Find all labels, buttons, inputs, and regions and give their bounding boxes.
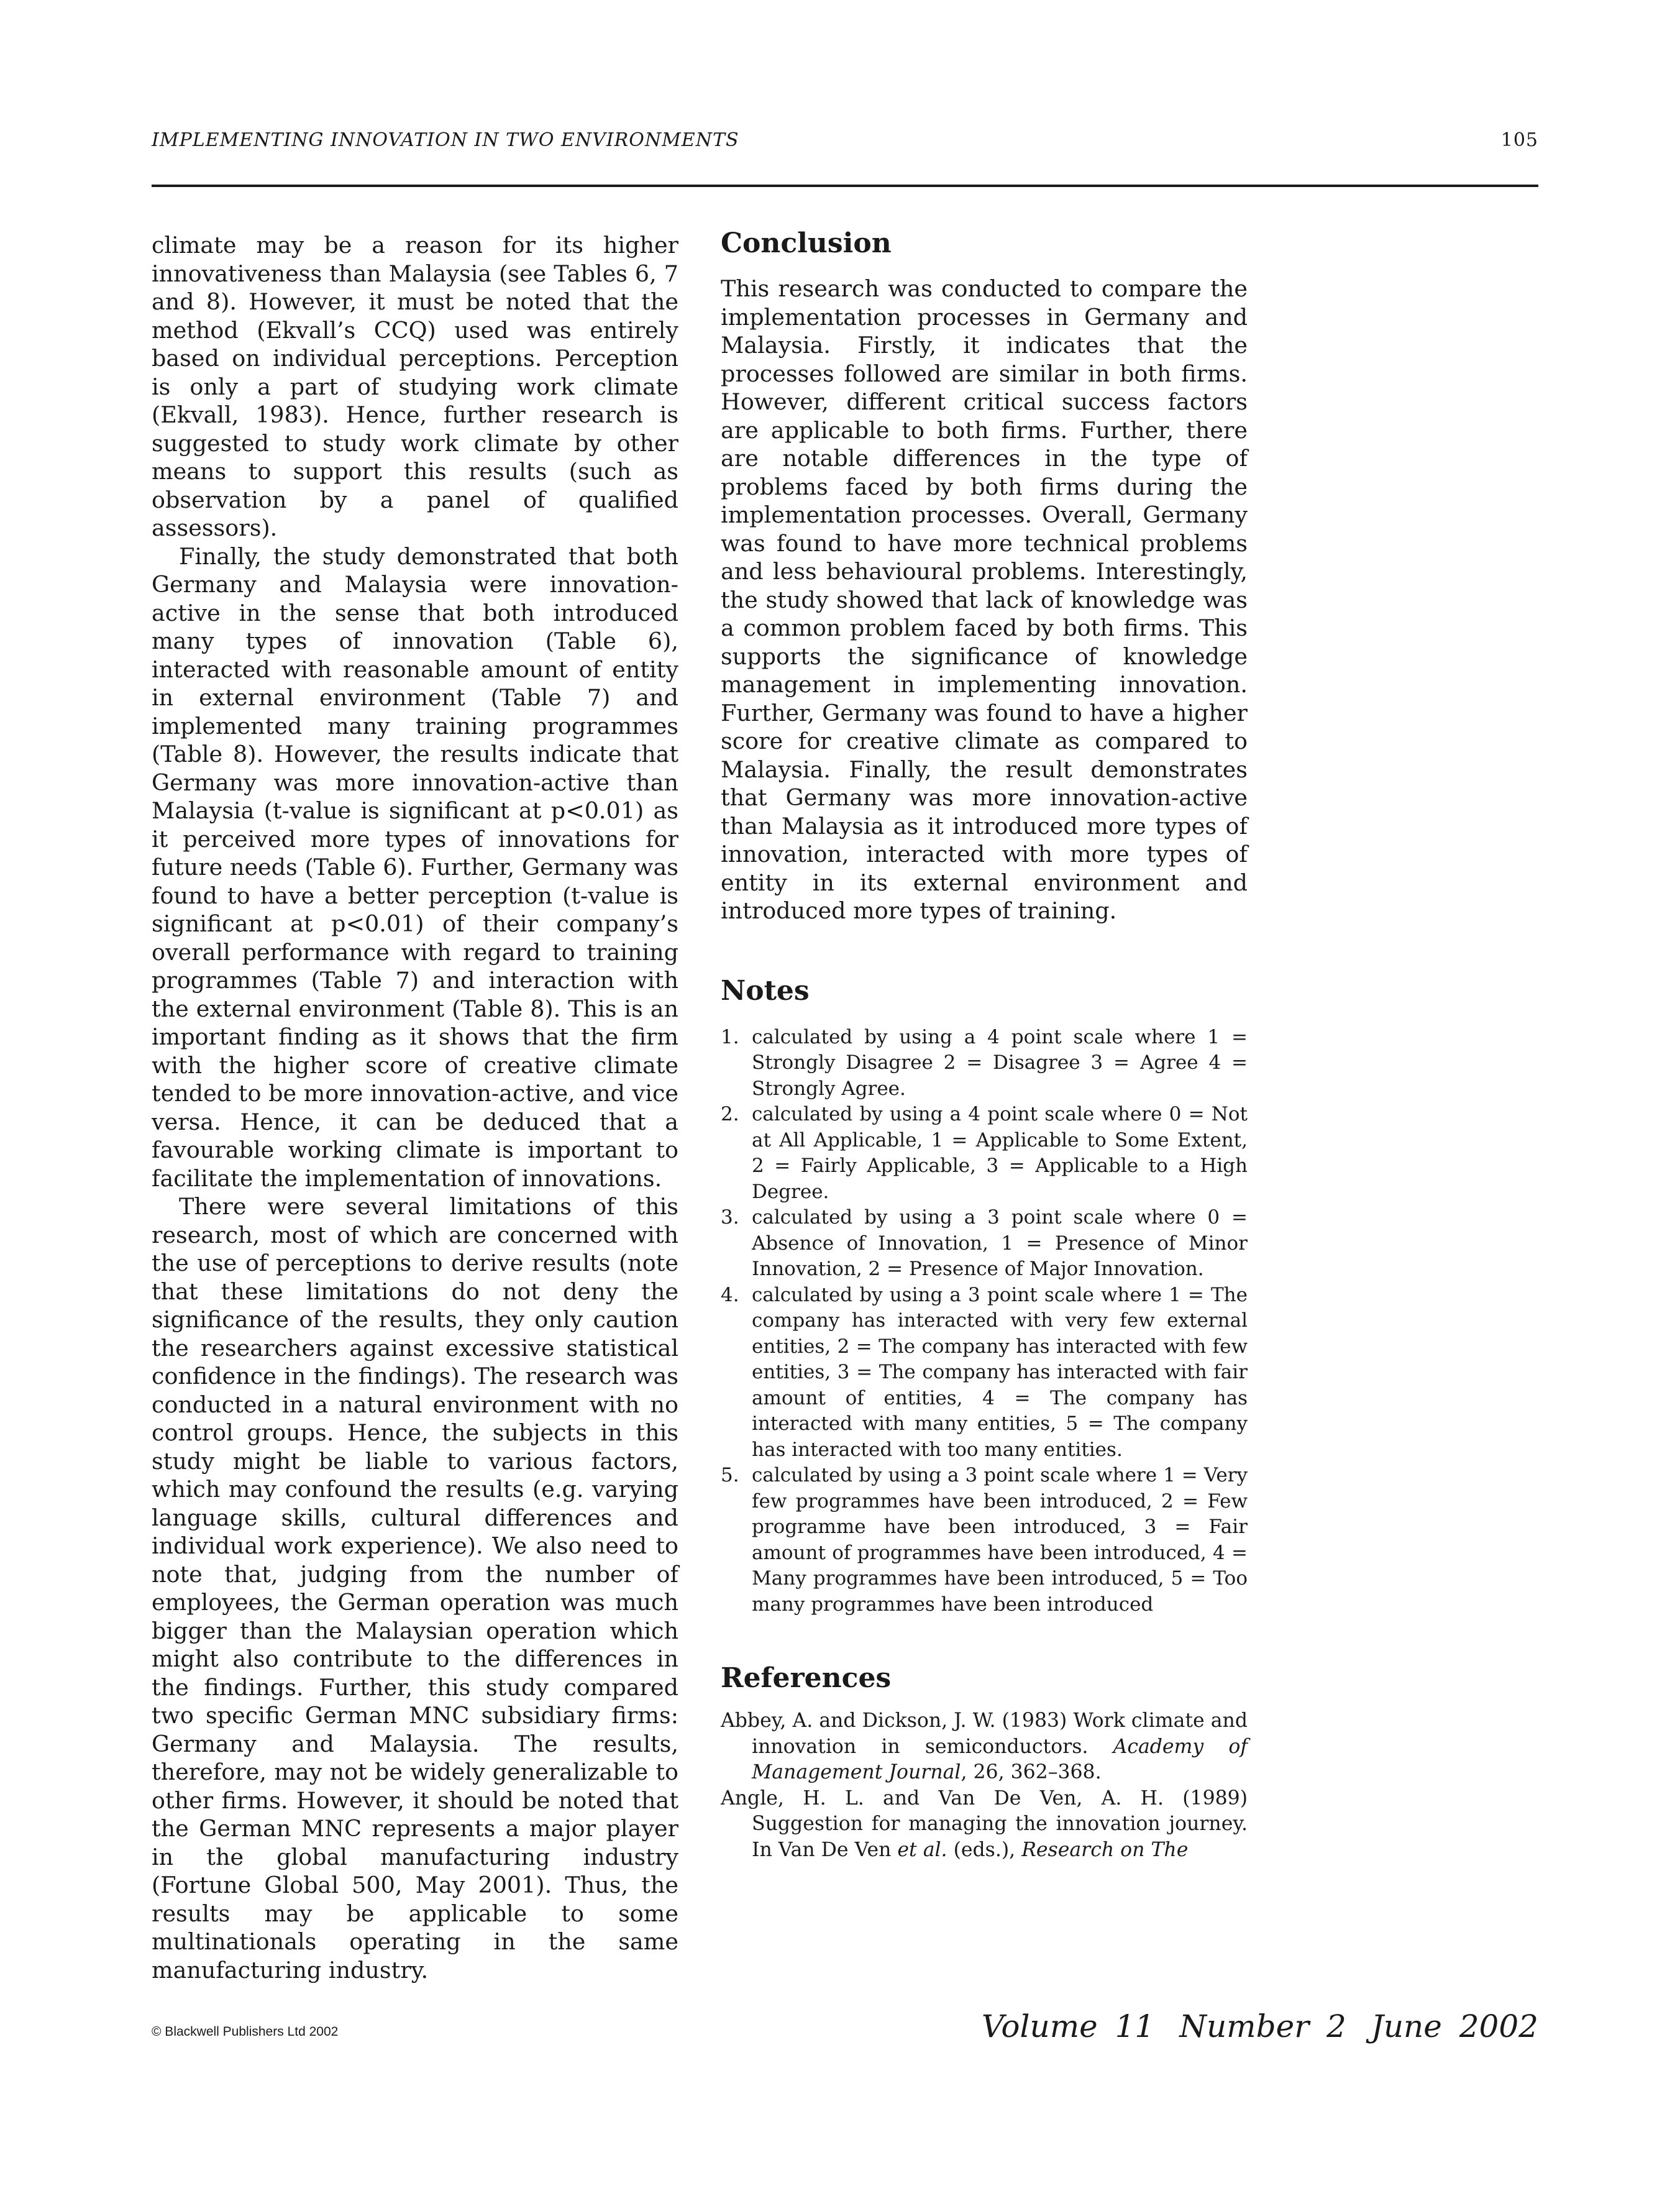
note-item bbox=[721, 1205, 1248, 1283]
notes-heading: Notes bbox=[721, 974, 810, 1007]
header-rule bbox=[152, 185, 1538, 187]
note-number: 4. bbox=[721, 1283, 739, 1306]
reference-mid: (eds.), bbox=[947, 1838, 1022, 1861]
issue-info bbox=[982, 2008, 1538, 2044]
number-label: Number 2 bbox=[1179, 2008, 1346, 2044]
reference-etal: et al. bbox=[897, 1838, 947, 1861]
date-label: June 2002 bbox=[1371, 2008, 1538, 2044]
page-number: 105 bbox=[1500, 129, 1538, 151]
reference-entry bbox=[721, 1708, 1248, 1786]
right-column bbox=[721, 227, 1248, 1863]
reference-entry bbox=[721, 1786, 1248, 1864]
reference-book: Research on The bbox=[1021, 1838, 1189, 1861]
left-column bbox=[152, 231, 678, 1984]
copyright-notice: © Blackwell Publishers Ltd 2002 bbox=[152, 2025, 339, 2039]
body-paragraph: There were several limitations of this research, most of which are concerned with the use of perceptions to derive results (note that these limitations do not deny the significance of the results, they only caution the researchers against excessive statistical confidence in the findings). The research was conducted in a natural environment with no control groups. Hence, the subjects in this study might be liable to various factors, which may confound the results (e.g. varying language skills, cultural differences and individual work experience). We also need to note that, judging from the number of employees, the German operation was much bigger than the Malaysian operation which might also contribute to the differences in the findings. Further, this study compared two specific German MNC subsidiary firms: Germany and Malaysia. The results, therefore, may not be widely generalizable to other firms. However, it should be noted that the German MNC represents a major player in the global manufacturing industry (Fortune Global 500, May 2001). Thus, the results may be applicable to some multinationals operating in the same manufacturing industry. bbox=[152, 1193, 678, 1984]
volume-label: Volume 11 bbox=[981, 2008, 1155, 2044]
note-number: 2. bbox=[721, 1103, 739, 1125]
body-paragraph: climate may be a reason for its higher innovativeness than Malaysia (see Tables 6, 7 and 8). However, it must be noted that the method (Ekvall’s CCQ) used was entirely based on individual perceptions. Perception is only a part of studying work climate (Ekvall, 1983). Hence, further research is suggested to study work climate by other means to support this results (such as observation by a panel of qualified assessors). bbox=[152, 232, 678, 541]
note-number: 3. bbox=[721, 1206, 739, 1229]
note-text: calculated by using a 4 point scale where 1 = Strongly Disagree 2 = Disagree 3 = Agree 4 = Strongly Agree. bbox=[752, 1025, 1248, 1100]
note-item bbox=[721, 1283, 1248, 1463]
note-number: 5. bbox=[721, 1464, 739, 1486]
note-text: calculated by using a 3 point scale where 1 = The company has interacted with very few external entities, 2 = The company has interacted with few entities, 3 = The company has interacted with fair amount of entities, 4 = The company has interacted with many entities, 5 = The company has interacted with too many entities. bbox=[752, 1283, 1248, 1461]
note-text: calculated by using a 3 point scale where 1 = Very few programmes have been introduced, 2 = Few programme have been introduced, 3 = Fair amount of programmes have been introduced, 4 = Many programmes have been introduced, 5 = Too many programmes have been introduced bbox=[752, 1464, 1248, 1616]
reference-tail: , 26, 362–368. bbox=[961, 1761, 1102, 1783]
note-item bbox=[721, 1025, 1248, 1102]
running-title: IMPLEMENTING INNOVATION IN TWO ENVIRONMENTS bbox=[152, 129, 739, 151]
references-heading: References bbox=[721, 1662, 892, 1694]
conclusion-heading: Conclusion bbox=[721, 227, 892, 259]
note-text: calculated by using a 3 point scale where 0 = Absence of Innovation, 1 = Presence of Minor Innovation, 2 = Presence of Major Innovation. bbox=[752, 1206, 1248, 1280]
note-number: 1. bbox=[721, 1025, 739, 1048]
conclusion-paragraph: This research was conducted to compare the implementation processes in Germany and Malaysia. Firstly, it indicates that the processes followed are similar in both firms. However, different critical success factors are applicable to both firms. Further, there are notable differences in the type of problems faced by both firms during the implementation processes. Overall, Germany was found to have more technical problems and less behavioural problems. Interestingly, the study showed that lack of knowledge was a common problem faced by both firms. This supports the significance of knowledge management in implementing innovation. Further, Germany was found to have a higher score for creative climate as compared to Malaysia. Finally, the result demonstrates that Germany was more innovation-active than Malaysia as it introduced more types of innovation, interacted with more types of entity in its external environment and introduced more types of training. bbox=[721, 275, 1248, 924]
body-paragraph: Finally, the study demonstrated that both Germany and Malaysia were innovation-active in the sense that both introduced many types of innovation (Table 6), interacted with reasonable amount of entity in external environment (Table 7) and implemented many training programmes (Table 8). However, the results indicate that Germany was more innovation-active than Malaysia (t-value is significant at p<0.01) as it perceived more types of innovations for future needs (Table 6). Further, Germany was found to have a better perception (t-value is significant at p<0.01) of their company’s overall performance with regard to training programmes (Table 7) and interaction with the external environment (Table 8). This is an important finding as it shows that the firm with the higher score of creative climate tended to be more innovation-active, and vice versa. Hence, it can be deduced that a favourable working climate is important to facilitate the implementation of innovations. bbox=[152, 542, 678, 1192]
notes-list bbox=[721, 1025, 1248, 1618]
reference-journal: Academy of Management Journal bbox=[752, 1735, 1248, 1783]
note-text: calculated by using a 4 point scale where 0 = Not at All Applicable, 1 = Applicable to Some Extent, 2 = Fairly Applicable, 3 = Applicable to a High Degree. bbox=[752, 1103, 1248, 1203]
reference-text: Abbey, A. and Dickson, J. W. (1983) Work climate and innovation in semiconductors. bbox=[721, 1709, 1248, 1758]
note-item bbox=[721, 1463, 1248, 1618]
note-item bbox=[721, 1102, 1248, 1205]
reference-text: Angle, H. L. and Van De Ven, A. H. (1989) Suggestion for managing the innovation journey. In Van De Ven bbox=[721, 1787, 1248, 1861]
references-list bbox=[721, 1708, 1248, 1863]
running-head bbox=[152, 129, 1538, 151]
